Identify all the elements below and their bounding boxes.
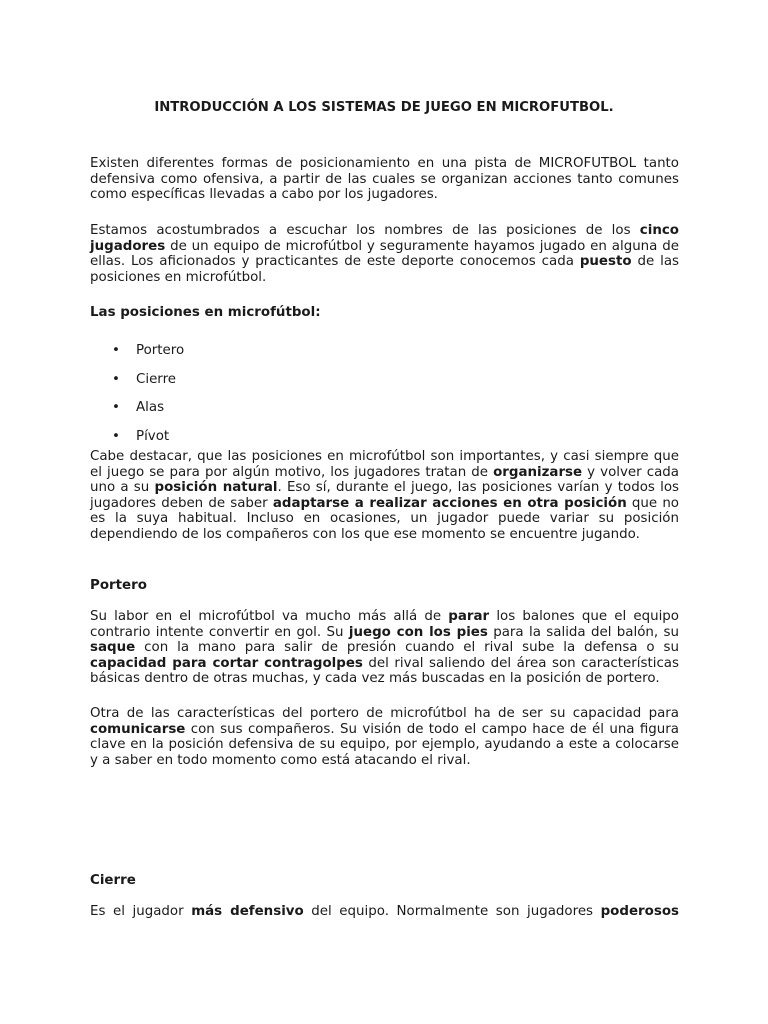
bold-organizarse: organizarse [493, 464, 583, 480]
text-run: Es el jugador [90, 904, 192, 919]
text-run: de un equipo de microfútbol y seguramente hayamos jugado en alguna de ellas. Los aficionados y practicantes de este deporte conocemos cada [90, 238, 679, 270]
text-run: los balones que el equipo contrario intente convertir en gol. Su [90, 609, 679, 640]
bold-mas-defensivo: más defensivo [191, 904, 304, 919]
bullet-icon: • [112, 400, 120, 415]
bold-posicion-natural: posición natural [154, 480, 278, 496]
list-item [90, 371, 184, 400]
text-run: Estamos acostumbrados a escuchar los nombres de las posiciones de los [90, 223, 640, 238]
bold-comunicarse: comunicarse [90, 721, 186, 737]
list-item [90, 342, 184, 371]
intro-paragraph: Existen diferentes formas de posicionamiento en una pista de MICROFUTBOL tanto defensiva como ofensiva, a partir de las cuales se organizan acciones tanto comunes como específicas llevadas a cabo por los jugadores. [90, 156, 679, 203]
text-run: con la mano para salir de presión cuando el rival sube la defensa o su [135, 640, 679, 656]
bold-puesto: puesto [579, 254, 632, 270]
portero-paragraph-2 [90, 706, 679, 768]
text-run: del equipo. Normalmente son jugadores [303, 904, 601, 919]
positions-detail-paragraph [90, 449, 679, 543]
text-run: Otra de las características del portero de microfútbol ha de ser su capacidad para [90, 706, 679, 721]
bullet-icon: • [112, 371, 120, 387]
text-run: de las posiciones en microfútbol. [90, 254, 680, 285]
bold-poderosos: poderosos [600, 904, 679, 919]
text-run: Cabe destacar, que las posiciones en microfútbol son importantes, y casi siempre que el juego se para por algún motivo, los jugadores tratan de [90, 449, 679, 480]
bullet-icon: • [112, 428, 120, 444]
portero-heading: Portero [90, 578, 147, 593]
text-run: Su labor en el microfútbol va mucho más allá de [90, 609, 449, 624]
positions-heading: Las posiciones en microfútbol: [90, 305, 321, 320]
positions-intro-paragraph [90, 223, 679, 285]
list-item [90, 399, 184, 428]
bullet-icon: • [112, 343, 120, 358]
positions-list [90, 342, 184, 456]
list-item-label: Pívot [136, 428, 170, 444]
bold-cortar-contragolpes: capacidad para cortar contragolpes [90, 655, 363, 671]
text-run: y volver cada uno a su [90, 464, 679, 496]
bold-adaptarse: adaptarse a realizar acciones en otra posición [272, 495, 627, 511]
bold-parar: parar [448, 609, 490, 624]
list-item-label: Portero [136, 343, 185, 358]
document-title: INTRODUCCIÓN A LOS SISTEMAS DE JUEGO EN MICROFUTBOL. [154, 100, 614, 115]
bold-saque: saque [90, 640, 136, 656]
list-item-label: Cierre [136, 371, 177, 387]
list-item-label: Alas [136, 400, 165, 415]
text-run: con sus compañeros. Su visión de todo el campo hace de él una figura clave en la posición defensiva de su equipo, por ejemplo, ayudando a este a colocarse y a saber en todo momento como está atacando el rival. [90, 721, 679, 768]
text-run: para la salida del balón, su [487, 624, 680, 640]
bold-juego-con-los-pies: juego con los pies [348, 624, 488, 640]
cierre-heading: Cierre [90, 873, 136, 888]
text-run: . Eso sí, durante el juego, las posiciones varían y todos los jugadores deben de saber [90, 480, 679, 511]
portero-paragraph-1 [90, 609, 679, 687]
bold-cinco-jugadores: cinco jugadores [90, 223, 679, 254]
text-run: que no es la suya habitual. Incluso en ocasiones, un jugador puede variar su posición dependiendo de los compañeros con los que ese momento se encuentre jugando. [90, 495, 679, 542]
text-run: del rival saliendo del área son características básicas dentro de otras muchas, y cada vez más buscadas en la posición de portero. [90, 655, 679, 687]
cierre-paragraph [90, 904, 679, 920]
